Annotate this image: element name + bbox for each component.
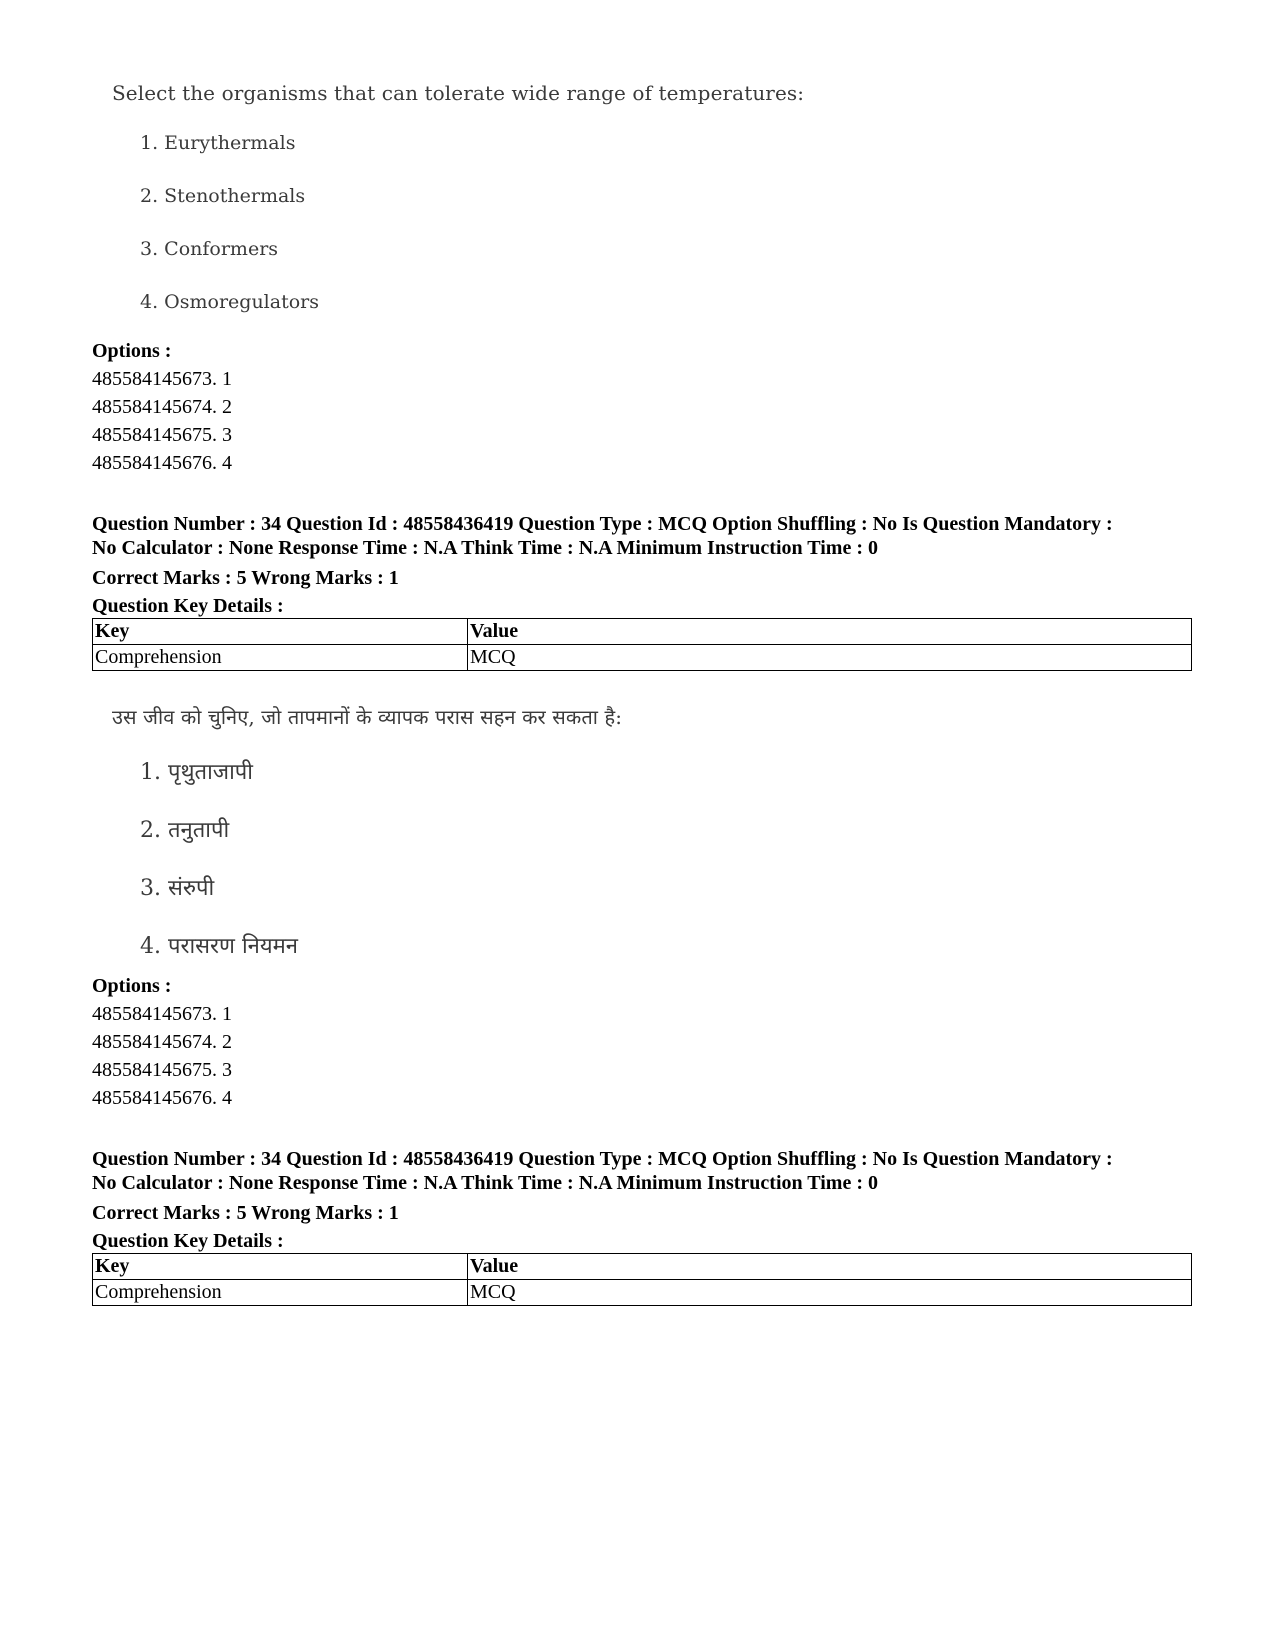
question-item: 3. Conformers [140,238,279,260]
option-item: 485584145673. 1 [92,1003,232,1025]
question-stem: Select the organisms that can tolerate wide range of temperatures: [112,81,805,105]
question-image-english [112,76,804,340]
question-stem: उस जीव को चुनिए, जो तापमानों के व्यापक परास सहन कर सकता है: [112,705,623,729]
key-details-heading: Question Key Details : [92,595,284,617]
table-cell: Comprehension [93,645,468,671]
options-heading: Options : [92,340,172,362]
option-item: 485584145673. 1 [92,368,232,390]
question-header [92,512,1192,620]
table-header-cell: Value [468,619,1192,645]
options-block [92,972,1192,1112]
question-item: 4. Osmoregulators [140,291,319,313]
question-image-hindi [112,697,622,987]
options-block [92,337,1192,477]
key-details-heading: Question Key Details : [92,1230,284,1252]
option-item: 485584145674. 2 [92,1031,232,1053]
marks-line: Correct Marks : 5 Wrong Marks : 1 [92,1202,399,1224]
question-item-list [112,755,622,987]
table-header-cell: Key [93,1254,468,1280]
question-item-list [112,128,804,340]
option-item: 485584145676. 4 [92,452,232,474]
question-key-table [92,1253,1192,1306]
options-heading: Options : [92,975,172,997]
table-header-cell: Key [93,619,468,645]
option-item: 485584145674. 2 [92,396,232,418]
question-item: 2. तनुतापी [140,818,230,843]
table-header-row [93,1254,1192,1280]
question-item: 2. Stenothermals [140,185,306,207]
table-cell: MCQ [468,645,1192,671]
option-item: 485584145675. 3 [92,424,232,446]
question-meta-line: No Calculator : None Response Time : N.A Think Time : N.A Minimum Instruction Time : 0 [92,537,878,559]
table-cell: MCQ [468,1280,1192,1306]
table-row [93,1280,1192,1306]
table-row [93,645,1192,671]
question-meta-line: Question Number : 34 Question Id : 48558436419 Question Type : MCQ Option Shuffling : No Is Question Mandatory : [92,1148,1113,1170]
table-cell: Comprehension [93,1280,468,1306]
question-item: 3. संरुपी [140,876,215,901]
question-header [92,1147,1192,1255]
question-meta-line: No Calculator : None Response Time : N.A Think Time : N.A Minimum Instruction Time : 0 [92,1172,878,1194]
question-meta-line: Question Number : 34 Question Id : 48558436419 Question Type : MCQ Option Shuffling : No Is Question Mandatory : [92,513,1113,535]
option-item: 485584145676. 4 [92,1087,232,1109]
option-item: 485584145675. 3 [92,1059,232,1081]
table-header-cell: Value [468,1254,1192,1280]
table-header-row [93,619,1192,645]
question-key-table [92,618,1192,671]
question-item: 1. पृथुताजापी [140,760,253,785]
marks-line: Correct Marks : 5 Wrong Marks : 1 [92,567,399,589]
question-item: 1. Eurythermals [140,132,296,154]
question-item: 4. परासरण नियमन [140,934,298,959]
